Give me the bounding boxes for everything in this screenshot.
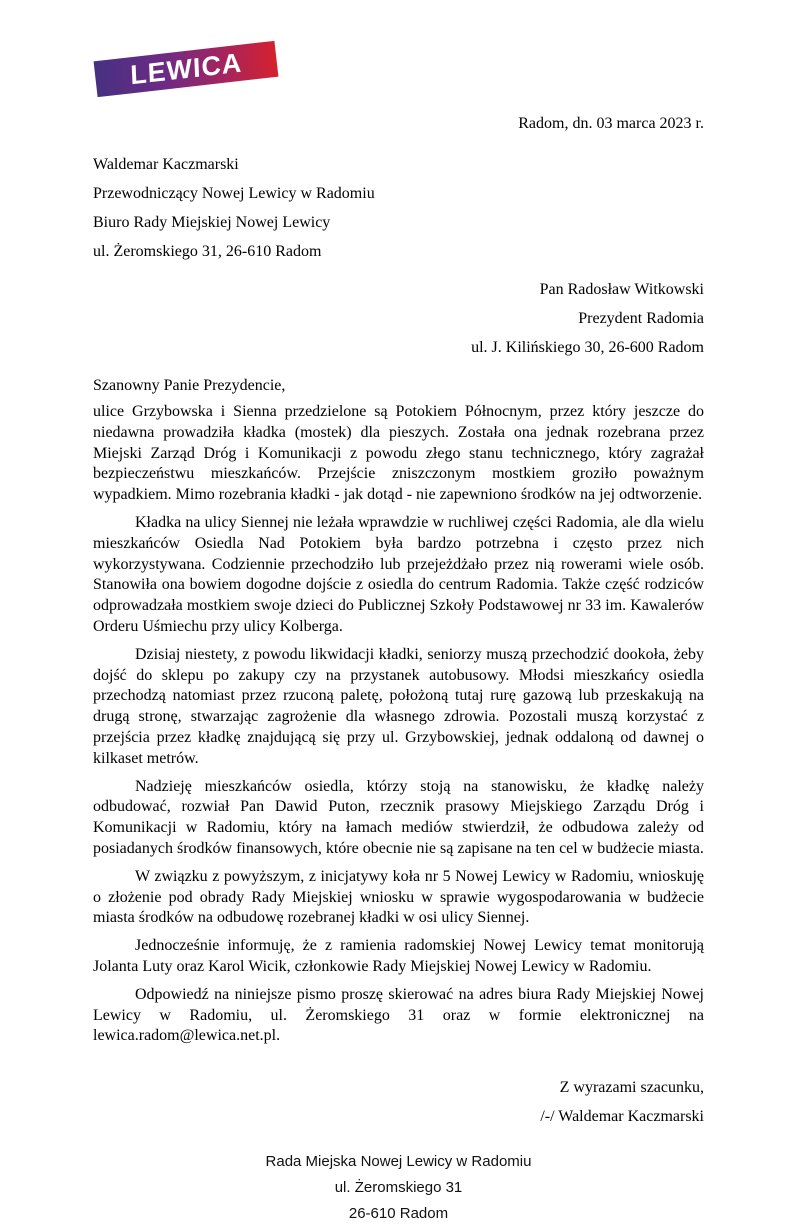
footer-city: 26-610 Radom (348, 1205, 449, 1223)
sender-office: Biuro Rady Miejskiej Nowej Lewicy (93, 214, 331, 231)
salutation: Szanowny Panie Prezydencie, (93, 377, 286, 394)
body-paragraph-6: Jednocześnie informuję, że z ramienia radomskiej Nowej Lewicy temat monitorują Jolanta Luty oraz Karol Wicik, członkowie Rady Miejskiej Nowej Lewicy w Radomiu. (93, 937, 704, 975)
sender-block (93, 150, 704, 266)
sender-address: ul. Żeromskiego 31, 26-610 Radom (93, 243, 322, 260)
signature: /-/ Waldemar Kaczmarski (540, 1108, 704, 1126)
body-paragraph-7: Odpowiedź na niniejsze pismo proszę skierować na adres biura Rady Miejskiej Nowej Lewicy w Radomiu, ul. Żeromskiego 31 oraz w formie elektronicznej na lewica.radom@lewica.net.pl. (93, 985, 704, 1045)
sender-role: Przewodniczący Nowej Lewicy w Radomiu (93, 185, 375, 202)
valediction: Z wyrazami szacunku, (559, 1079, 704, 1097)
footer-block (93, 1149, 704, 1227)
body-paragraph-5: W związku z powyższym, z inicjatywy koła nr 5 Nowej Lewicy w Radomiu, wnioskuję o złożenie pod obrady Rady Miejskiej wniosku w sprawie wygospodarowania w budżecie miasta środków na odbudowę rozebranej kładki w osi ulicy Siennej. (93, 867, 704, 927)
recipient-address: ul. J. Kilińskiego 30, 26-600 Radom (471, 339, 704, 356)
lewica-logo-banner (94, 41, 279, 97)
recipient-block (93, 275, 704, 362)
body-paragraph-2: Kładka na ulicy Siennej nie leżała wprawdzie w ruchliwej części Radomia, ale dla wielu mieszkańców Osiedla Nad Potokiem była bardzo potrzebna i często przez nich wykorzystywana. Codziennie przechodziło lub przejeżdżało przez nią rowerami wiele osób. Stanowiła ona bowiem dogodne dojście z osiedla do centrum Radomia. Także część rodziców odprowadzała mostkiem swoje dzieci do Publicznej Szkoły Podstawowej nr 33 im. Kawalerów Orderu Uśmiechu przy ulicy Kolberga. (93, 513, 704, 635)
recipient-name: Pan Radosław Witkowski (539, 281, 704, 298)
closing-block (93, 1073, 704, 1131)
lewica-logo-text: LEWICA (129, 47, 243, 90)
lewica-logo (93, 42, 704, 100)
body-paragraph-4: Nadzieję mieszkańców osiedla, którzy stoją na stanowisku, że kładkę należy odbudować, rozwiał Pan Dawid Puton, rzecznik prasowy Miejskiego Zarządu Dróg i Komunikacji w Radomiu, który na łamach mediów stwierdził, że odbudowa zależy od posiadanych środków finansowych, które obecnie nie są zapisane na ten cel w budżecie miasta. (93, 777, 704, 857)
footer-organization: Rada Miejska Nowej Lewicy w Radomiu (265, 1153, 532, 1171)
recipient-title: Prezydent Radomia (578, 310, 704, 327)
body-paragraph-1: ulice Grzybowska i Sienna przedzielone są Potokiem Północnym, przez który jeszcze do niedawna prowadziła kładka (mostek) dla pieszych. Została ona jednak rozebrana przez Miejski Zarząd Dróg i Komunikacji z powodu złego stanu technicznego, który zagrażał bezpieczeństwu mieszkańców. Przejście zniszczonym mostkiem groziło poważnym wypadkiem. Mimo rozebrania kładki - jak dotąd - nie zapewniono środków na jej odtworzenie. (93, 403, 704, 504)
date-line: Radom, dn. 03 marca 2023 r. (518, 115, 704, 132)
footer-street: ul. Żeromskiego 31 (334, 1179, 463, 1197)
body-paragraph-3: Dzisiaj niestety, z powodu likwidacji kładki, seniorzy muszą przechodzić dookoła, żeby dojść do sklepu po zakupy czy na przystanek autobusowy. Młodsi mieszkańcy osiedla przechodzą natomiast przez rzuconą paletę, położoną tutaj rurę gazową lub przeskakują na drugą stronę, stwarzając zagrożenie dla własnego zdrowia. Pozostali muszą korzystać z przejścia przez kładkę znajdującą się przy ul. Grzybowskiej, jednak oddaloną od dawnej o kilkaset metrów. (93, 645, 704, 767)
sender-name: Waldemar Kaczmarski (93, 156, 239, 173)
